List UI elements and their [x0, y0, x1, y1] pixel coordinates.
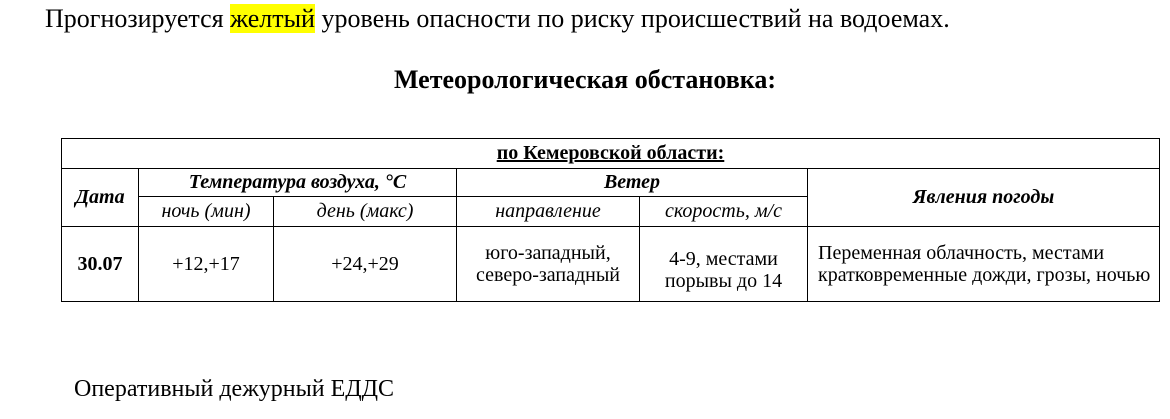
risk-level-highlight: желтый	[230, 4, 315, 33]
region-row	[62, 139, 1160, 169]
date-header: Дата	[62, 169, 139, 227]
row-wind-speed: 4-9, местами порывы до 14	[640, 227, 808, 302]
risk-level-statement	[45, 2, 950, 36]
temperature-header: Температура воздуха, °С	[139, 169, 457, 197]
direction-subheader: направление	[457, 197, 640, 227]
row-phenomena: Переменная облачность, местами кратковременные дожди, грозы, ночью	[808, 227, 1160, 302]
row-wind-direction: юго-западный, северо-западный	[457, 227, 640, 302]
row-date: 30.07	[62, 227, 139, 302]
night-subheader: ночь (мин)	[139, 197, 274, 227]
day-subheader: день (макс)	[274, 197, 457, 227]
wind-header: Ветер	[457, 169, 808, 197]
weather-table	[61, 138, 1160, 302]
row-night-temp: +12,+17	[139, 227, 274, 302]
duty-officer-label: Оперативный дежурный ЕДДС	[74, 376, 395, 402]
statement-suffix: уровень опасности по риску происшествий на водоемах.	[314, 4, 950, 33]
row-day-temp: +24,+29	[274, 227, 457, 302]
statement-prefix: Прогнозируется	[45, 4, 231, 33]
speed-subheader: скорость, м/с	[640, 197, 808, 227]
section-heading: Метеорологическая обстановка:	[393, 65, 776, 94]
table-row	[62, 227, 1160, 302]
region-title: по Кемеровской области:	[62, 139, 1160, 169]
phenomena-header: Явления погоды	[808, 169, 1160, 227]
header-row	[62, 169, 1160, 197]
